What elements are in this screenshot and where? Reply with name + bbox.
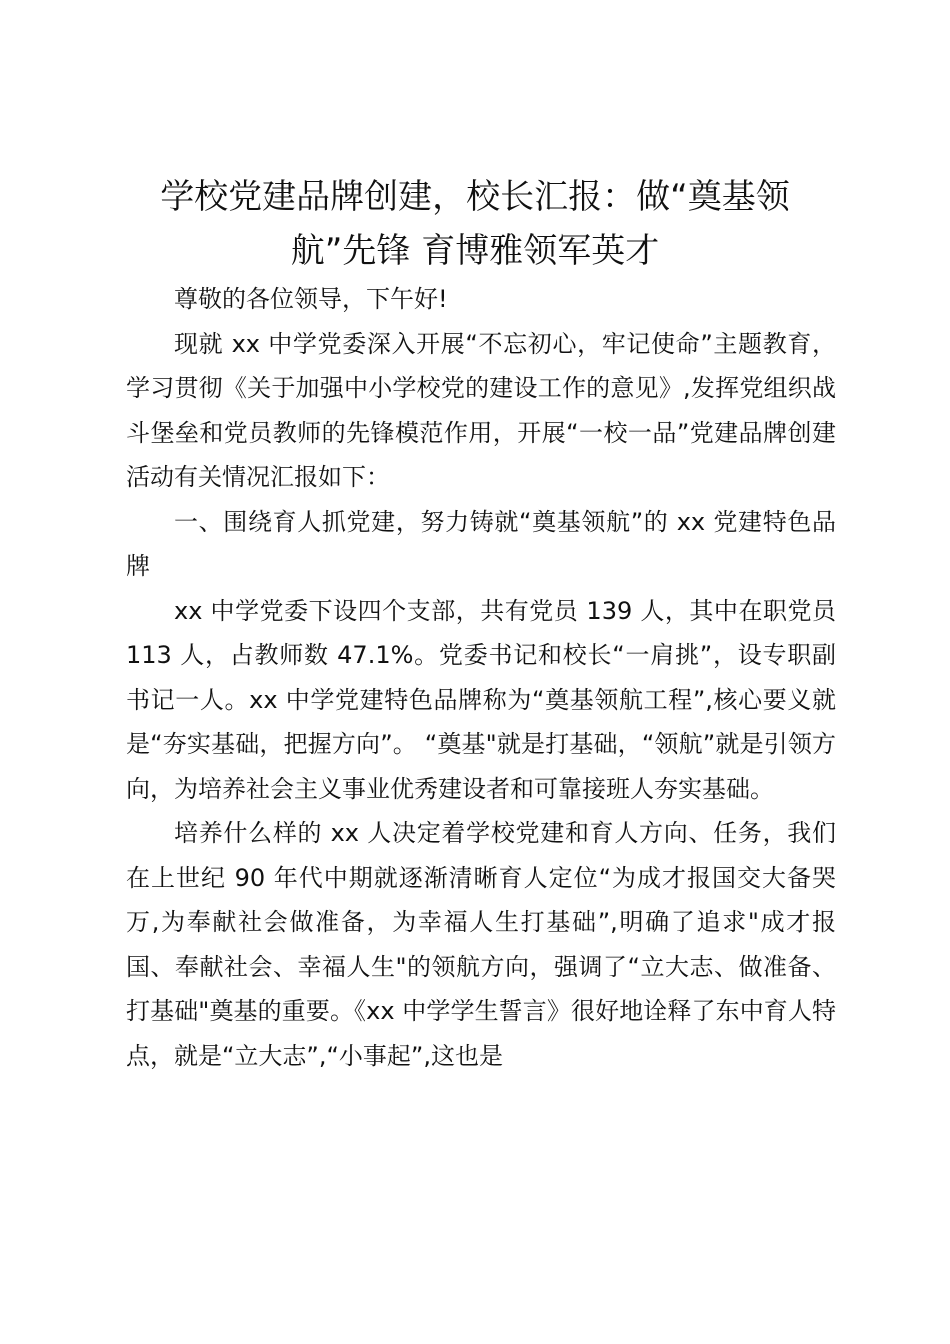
body-paragraph: 培养什么样的 xx 人决定着学校党建和育人方向、任务，我们在上世纪 90 年代中期就逐渐清晰育人定位“为成才报国交大备哭万,为奉献社会做准备，为幸福人生打基础”,明确了追求"成才报国、奉献社会、幸福人生"的领航方向，强调了“立大志、做准备、打基础"奠基的重要。《xx 中学学生誓言》很好地诠释了东中育人特点，就是“立大志”,“小事起”,这也是	[126, 819, 836, 1070]
title-line-2: 航”先锋 育博雅领军英才	[290, 231, 660, 271]
intro-paragraph: 现就 xx 中学党委深入开展“不忘初心，牢记使命”主题教育，学习贯彻《关于加强中小学校党的建设工作的意见》,发挥党组织战斗堡垒和党员教师的先锋模范作用，开展“一校一品”党建品牌创建活动有关情况汇报如下：	[126, 329, 836, 491]
document-body	[126, 277, 836, 1078]
title-line-1: 学校党建品牌创建，校长汇报：做“奠基领	[160, 177, 790, 217]
section-heading: 一、围绕育人抓党建，努力铸就“奠基领航”的 xx 党建特色品牌	[126, 507, 836, 580]
document-title	[120, 170, 830, 278]
greeting-paragraph: 尊敬的各位领导，下午好!	[174, 285, 448, 313]
body-paragraph: xx 中学党委下设四个支部，共有党员 139 人，其中在职党员 113 人，占教师数 47.1%。党委书记和校长“一肩挑”，设专职副书记一人。xx 中学党建特色品牌称为“奠基领航工程”,核心要义就是“夯实基础，把握方向”。 “奠基"就是打基础，“领航”就是引领方向，为培养社会主义事业优秀建设者和可靠接班人夯实基础。	[126, 596, 836, 803]
